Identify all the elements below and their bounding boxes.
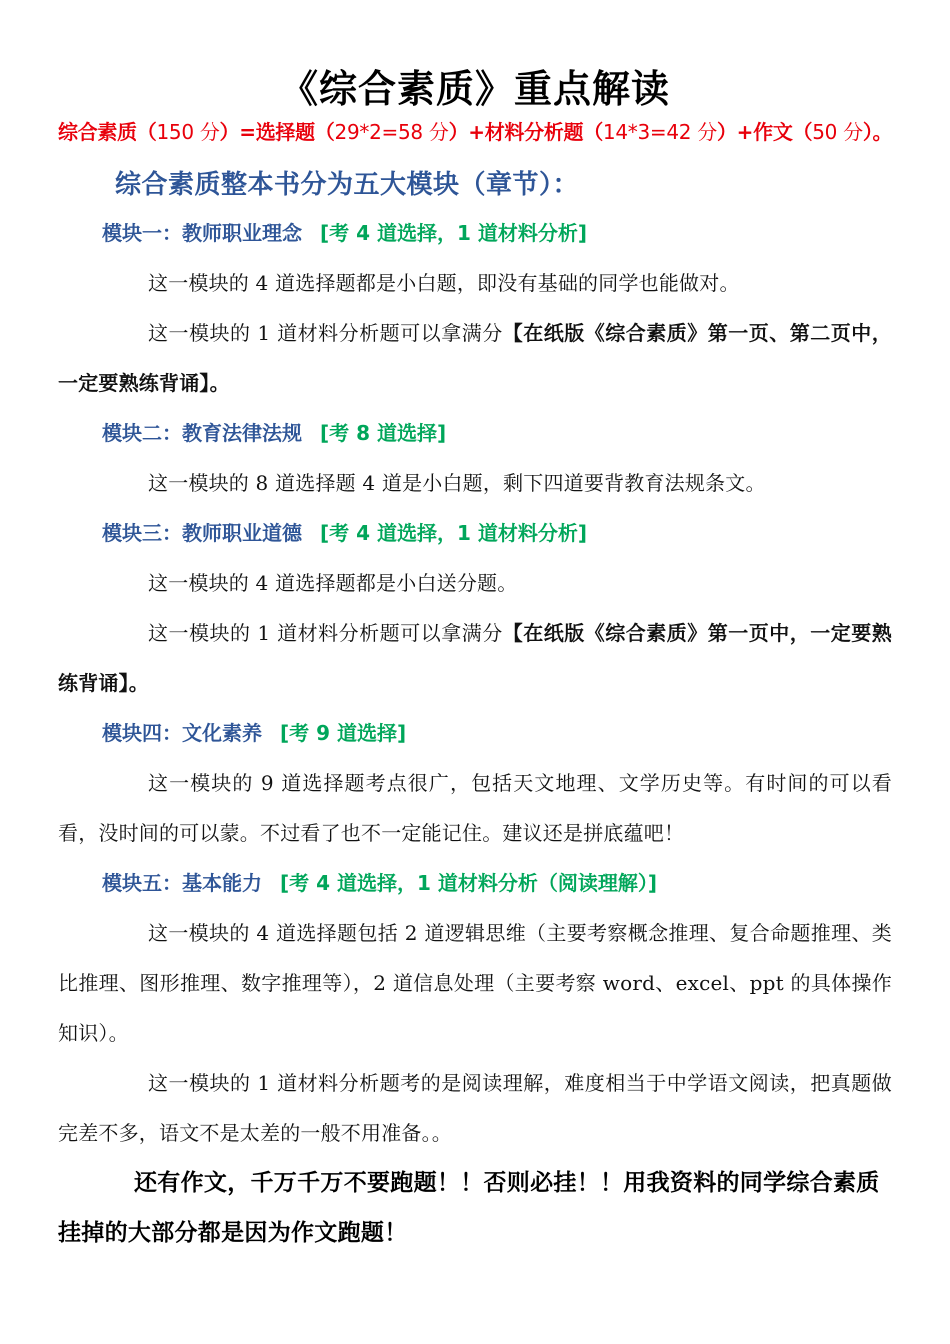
- module-name: 模块一：教师职业理念: [102, 221, 302, 245]
- score-part: ）=选择题（: [219, 120, 335, 144]
- score-number: 50 分: [812, 120, 863, 144]
- module-heading: [58, 508, 892, 558]
- paragraph-text: 这一模块的 4 道选择题都是小白送分题。: [148, 571, 518, 595]
- paragraph-text: 这一模块的 1 道材料分析题可以拿满分: [148, 621, 503, 645]
- intro-heading: 综合素质整本书分为五大模块（章节）：: [115, 170, 580, 200]
- module-name: 模块三：教师职业道德: [102, 521, 302, 545]
- module-paragraph: [58, 908, 892, 1058]
- final-warning: 还有作文，千万千万不要跑题！！否则必挂！！用我资料的同学综合素质挂掉的大部分都是因为作文跑题！: [58, 1170, 880, 1246]
- module-paragraph: [58, 308, 892, 408]
- paragraph-text: 这一模块的 4 道选择题包括 2 道逻辑思维（主要考察概念推理、复合命题推理、类比推理、图形推理、数字推理等），2 道信息处理（主要考察 word、excel、ppt 的具体操作知识）。: [58, 921, 892, 1045]
- paragraph-text: 这一模块的 4 道选择题都是小白题，即没有基础的同学也能做对。: [148, 271, 740, 295]
- module-heading: [58, 708, 892, 758]
- score-part: ）+作文（: [716, 120, 813, 144]
- score-number: 29*2=58 分: [334, 120, 449, 144]
- module-name: 模块四：文化素养: [102, 721, 262, 745]
- score-number: 150 分: [156, 120, 220, 144]
- module-heading: [58, 408, 892, 458]
- paragraph-text: 这一模块的 1 道材料分析题考的是阅读理解，难度相当于中学语文阅读，把真题做完差不多，语文不是太差的一般不用准备。。: [58, 1071, 892, 1145]
- module-tag: [考 4 道选择，1 道材料分析]: [320, 521, 588, 545]
- score-summary: [58, 116, 930, 145]
- paragraph-emphasis: 【在纸版《综合素质》第一页中，一定要熟练背诵】。: [58, 621, 892, 695]
- score-number: 14*3=42 分: [602, 120, 717, 144]
- paragraph-text: 这一模块的 8 道选择题 4 道是小白题，剩下四道要背教育法规条文。: [148, 471, 766, 495]
- module-paragraph: [58, 558, 892, 608]
- module-tag: [考 4 道选择，1 道材料分析]: [320, 221, 588, 245]
- module-name: 模块五：基本能力: [102, 871, 262, 895]
- module-paragraph: [58, 1058, 892, 1158]
- paragraph-emphasis: 【在纸版《综合素质》第一页、第二页中，一定要熟练背诵】。: [58, 321, 892, 395]
- score-part: ）。: [862, 120, 893, 144]
- page-title: 《综合素质》重点解读: [279, 67, 670, 111]
- module-tag: [考 9 道选择]: [280, 721, 407, 745]
- module-paragraph: [58, 258, 892, 308]
- modules-section: [58, 208, 892, 1258]
- module-paragraph: [58, 758, 892, 858]
- module-heading: [58, 858, 892, 908]
- score-part: ）+材料分析题（: [448, 120, 603, 144]
- module-tag: [考 8 道选择]: [320, 421, 447, 445]
- module-paragraph: [58, 608, 892, 708]
- module-name: 模块二：教育法律法规: [102, 421, 302, 445]
- paragraph-text: 这一模块的 9 道选择题考点很广，包括天文地理、文学历史等。有时间的可以看看，没时间的可以蒙。不过看了也不一定能记住。建议还是拼底蕴吧！: [58, 771, 892, 845]
- score-part: 综合素质（: [58, 120, 157, 144]
- module-heading: [58, 208, 892, 258]
- paragraph-text: 这一模块的 1 道材料分析题可以拿满分: [148, 321, 503, 345]
- module-tag: [考 4 道选择，1 道材料分析（阅读理解）]: [280, 871, 658, 895]
- module-paragraph: [58, 458, 892, 508]
